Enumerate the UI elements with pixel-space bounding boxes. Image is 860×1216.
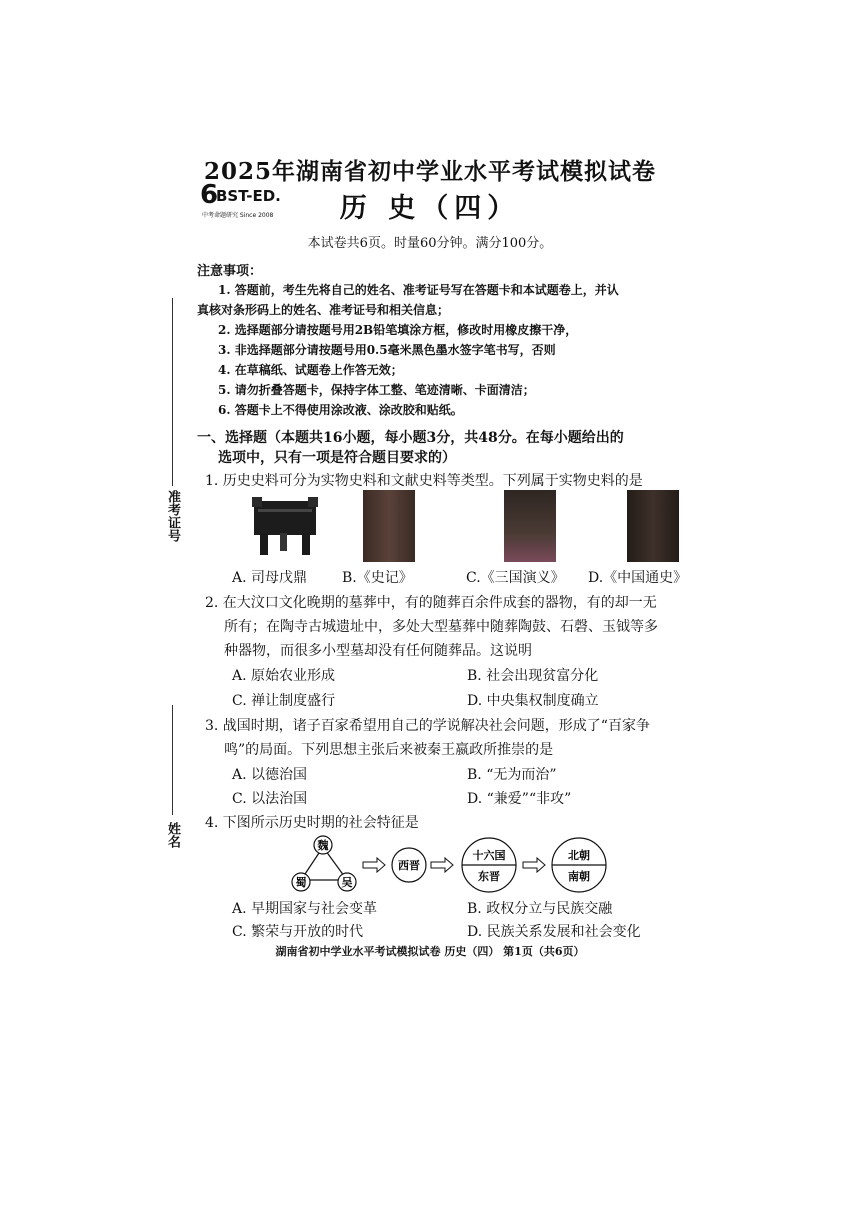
arrow-right-icon [523,858,545,872]
q1-option-a: A. 司母戊鼎 [232,570,308,586]
question-1: 1. 历史史料可分为实物史料和文献史料等类型。下列属于实物史料的是 [205,473,643,489]
logo-text: BST-ED. [216,187,281,205]
q1-option-b: B.《史记》 [342,570,413,586]
notice-item: 1. 答题前，考生先将自己的姓名、准考证号写在答题卡和本试题卷上，并认 [218,283,619,297]
dynasty-diagram [285,835,615,895]
tongshi-book-image [627,490,679,562]
logo-subtext: 中考命题研究 Since 2008 [202,212,274,219]
shu-label: 蜀 [295,876,307,889]
question-3: 3. 战国时期，诸子百家希望用自己的学说解决社会问题，形成了“百家争 [205,718,650,734]
notice-item: 4. 在草稿纸、试题卷上作答无效； [218,363,403,377]
question-2-line: 种器物，而很多小型墓却没有任何随葬品。这说明 [224,643,532,659]
wu-label: 吴 [341,876,353,889]
exam-id-label: 准考证号 [165,490,180,542]
notice-item: 5. 请勿折叠答题卡，保持字体工整、笔迹清晰、卡面清洁； [218,383,535,397]
notice-item: 真核对条形码上的姓名、准考证号和相关信息； [197,303,450,317]
notice-item: 2. 选择题部分请按题号用2B铅笔填涂方框，修改时用橡皮擦干净， [218,323,578,337]
beichao-label: 北朝 [568,849,590,862]
dongjin-label: 东晋 [478,870,500,883]
ding-image [250,495,320,557]
section-heading-2: 选项中，只有一项是符合题目要求的） [218,450,456,466]
q4-option-c: C. 繁荣与开放的时代 [232,924,364,940]
notice-item: 6. 答题卡上不得使用涂改液、涂改胶和贴纸。 [218,403,463,417]
exam-id-line [172,298,173,486]
logo-mark-icon: 6 [200,180,219,210]
q4-option-a: A. 早期国家与社会变革 [232,901,378,917]
q2-option-b: B. 社会出现贫富分化 [467,668,599,684]
notice-item: 3. 非选择题部分请按题号用0.5毫米黑色墨水签字笔书写，否则 [218,343,556,357]
page-footer: 湖南省初中学业水平考试模拟试卷 历史（四） 第1页（共6页） [275,945,585,958]
name-label: 姓名 [165,822,180,848]
q3-option-c: C. 以法治国 [232,791,308,807]
xijin-label: 西晋 [398,859,420,872]
question-3-line: 鸣”的局面。下列思想主张后来被秦王嬴政所推崇的是 [224,742,554,758]
q2-option-d: D. 中央集权制度确立 [467,693,599,709]
shiji-book-image [363,490,415,562]
subject-title: 历 史（四） [339,193,521,224]
q3-option-b: B. “无为而治” [467,767,557,783]
question-2-line: 所有；在陶寺古城遗址中，多处大型墓葬中随葬陶鼓、石磬、玉钺等多 [224,619,658,635]
q3-option-d: D. “兼爱”“非攻” [467,791,572,807]
exam-info: 本试卷共6页。时量60分钟。满分100分。 [307,236,553,251]
q1-option-d: D.《中国通史》 [588,570,688,586]
arrow-right-icon [431,858,453,872]
q2-option-c: C. 禅让制度盛行 [232,693,336,709]
q3-option-a: A. 以德治国 [232,767,308,783]
sanguo-book-image [504,490,556,562]
q1-option-c: C.《三国演义》 [466,570,565,586]
q4-option-d: D. 民族关系发展和社会变化 [467,924,641,940]
arrow-right-icon [363,858,385,872]
q4-option-b: B. 政权分立与民族交融 [467,901,613,917]
name-line [172,705,173,815]
wei-label: 魏 [317,839,329,852]
question-2: 2. 在大汶口文化晚期的墓葬中，有的随葬百余件成套的器物，有的却一无 [205,595,657,611]
q2-option-a: A. 原始农业形成 [232,668,336,684]
question-4: 4. 下图所示历史时期的社会特征是 [205,815,419,831]
notice-heading: 注意事项： [197,264,263,279]
exam-title: 2025年湖南省初中学业水平考试模拟试卷 [203,158,656,185]
section-heading: 一、选择题（本题共16小题，每小题3分，共48分。在每小题给出的 [197,430,624,446]
shiliuguo-label: 十六国 [472,849,506,862]
nanchao-label: 南朝 [568,870,590,883]
